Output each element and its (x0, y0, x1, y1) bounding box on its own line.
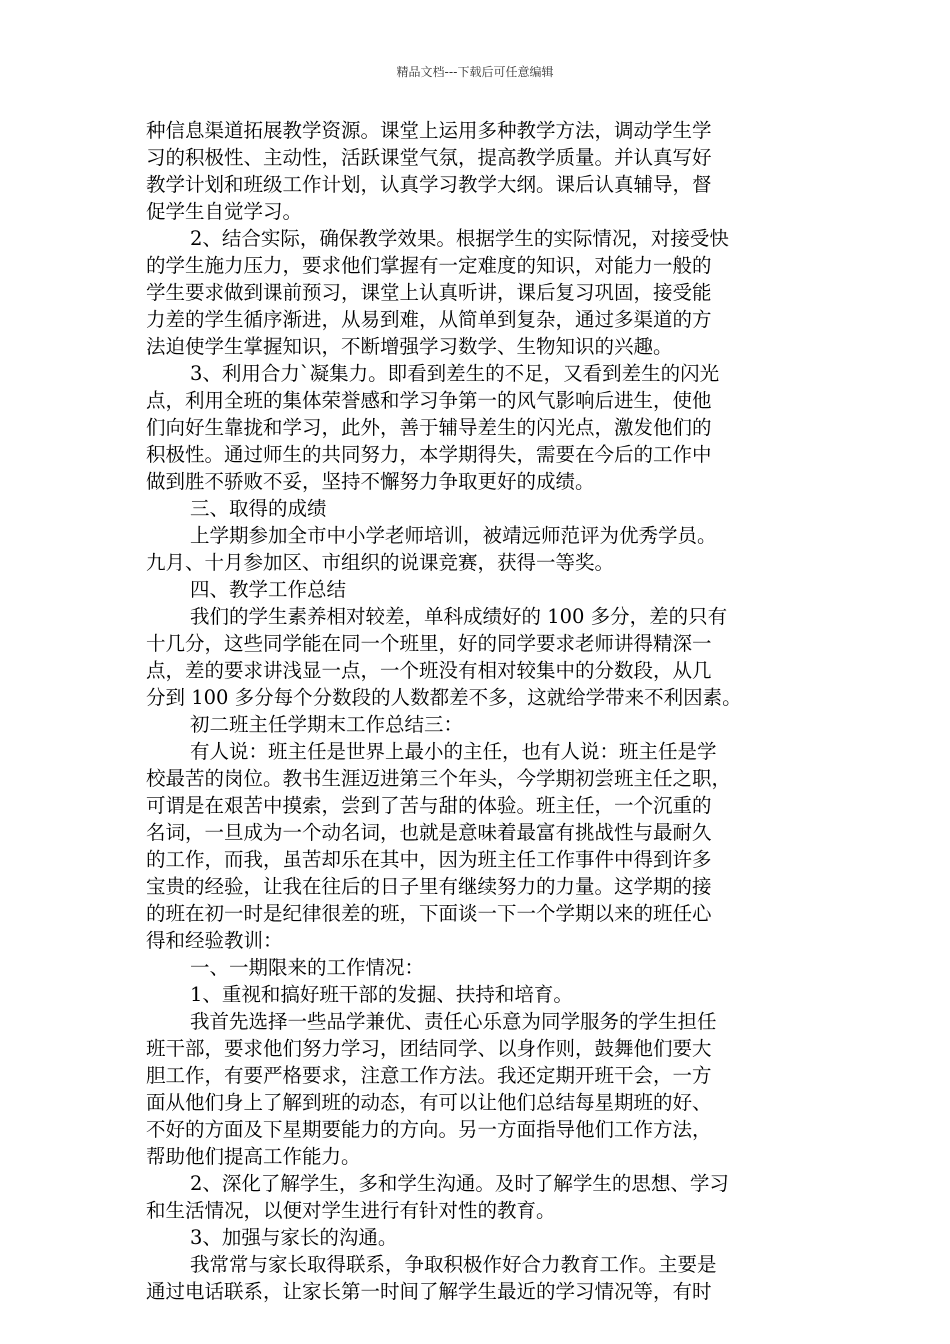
text-line: 习的积极性、主动性，活跃课堂气氛，提高教学质量。并认真写好 (146, 146, 712, 169)
text-line: 1、重视和搞好班干部的发掘、扶持和培育。 (190, 983, 573, 1006)
text-line: 做到胜不骄败不妥，坚持不懈努力争取更好的成绩。 (146, 470, 595, 493)
text-line: 的班在初一时是纪律很差的班，下面谈一下一个学期以来的班任心 (146, 902, 712, 925)
text-line: 和生活情况，以便对学生进行有针对性的教育。 (146, 1199, 556, 1222)
text-line: 法迫使学生掌握知识，不断增强学习数学、生物知识的兴趣。 (146, 335, 673, 358)
text-line: 们向好生靠拢和学习，此外，善于辅导差生的闪光点，激发他们的 (146, 416, 712, 439)
text-line: 点，利用全班的集体荣誉感和学习争第一的风气影响后进生，使他 (146, 389, 712, 412)
text-line: 2、结合实际，确保教学效果。根据学生的实际情况，对接受快 (190, 227, 729, 250)
text-line: 面从他们身上了解到班的动态，有可以让他们总结每星期班的好、 (146, 1091, 712, 1114)
text-line: 学生要求做到课前预习，课堂上认真听讲，课后复习巩固，接受能 (146, 281, 712, 304)
text-line: 初二班主任学期末工作总结三： (190, 713, 464, 736)
text-line: 的学生施力压力，要求他们掌握有一定难度的知识，对能力一般的 (146, 254, 712, 277)
text-line: 帮助他们提高工作能力。 (146, 1145, 361, 1168)
text-line: 我们的学生素养相对较差，单科成绩好的 100 多分，差的只有 (190, 605, 728, 628)
text-line: 九月、十月参加区、市组织的说课竞赛，获得一等奖。 (146, 551, 615, 574)
text-line: 得和经验教训： (146, 929, 283, 952)
text-line: 上学期参加全市中小学老师培训，被靖远师范评为优秀学员。 (190, 524, 717, 547)
text-line: 有人说：班主任是世界上最小的主任，也有人说：班主任是学 (190, 740, 717, 763)
text-line: 的工作，而我，虽苦却乐在其中，因为班主任工作事件中得到许多 (146, 848, 712, 871)
text-line: 三、取得的成绩 (190, 497, 327, 520)
page-header: 精品文档---下载后可任意编辑 (396, 65, 554, 79)
text-line: 种信息渠道拓展教学资源。课堂上运用多种教学方法，调动学生学 (146, 119, 712, 142)
text-line: 我常常与家长取得联系，争取积极作好合力教育工作。主要是 (190, 1253, 717, 1276)
text-line: 十几分，这些同学能在同一个班里，好的同学要求老师讲得精深一 (146, 632, 712, 655)
text-line: 四、教学工作总结 (190, 578, 347, 601)
text-line: 不好的方面及下星期要能力的方向。另一方面指导他们工作方法， (146, 1118, 712, 1141)
text-line: 力差的学生循序渐进，从易到难，从简单到复杂，通过多渠道的方 (146, 308, 712, 331)
text-line: 促学生自觉学习。 (146, 200, 303, 223)
text-line: 我首先选择一些品学兼优、责任心乐意为同学服务的学生担任 (190, 1010, 717, 1033)
text-line: 一、一期限来的工作情况： (190, 956, 425, 979)
text-line: 可谓是在艰苦中摸索，尝到了苦与甜的体验。班主任，一个沉重的 (146, 794, 712, 817)
text-line: 点，差的要求讲浅显一点，一个班没有相对较集中的分数段，从几 (146, 659, 712, 682)
text-line: 分到 100 多分每个分数段的人数都差不多，这就给学带来不利因素。 (146, 686, 742, 709)
text-line: 2、深化了解学生，多和学生沟通。及时了解学生的思想、学习 (190, 1172, 729, 1195)
text-line: 教学计划和班级工作计划，认真学习教学大纲。课后认真辅导，督 (146, 173, 712, 196)
text-line: 名词，一旦成为一个动名词，也就是意味着最富有挑战性与最耐久 (146, 821, 712, 844)
document-body (146, 117, 806, 1305)
text-line: 胆工作，有要严格要求，注意工作方法。我还定期开班干会，一方 (146, 1064, 712, 1087)
text-line: 校最苦的岗位。教书生涯迈进第三个年头，今学期初尝班主任之职， (146, 767, 732, 790)
text-line: 宝贵的经验，让我在往后的日子里有继续努力的力量。这学期的接 (146, 875, 712, 898)
text-line: 3、利用合力`凝集力。即看到差生的不足，又看到差生的闪光 (190, 362, 720, 385)
text-line: 积极性。通过师生的共同努力，本学期得失，需要在今后的工作中 (146, 443, 712, 466)
text-line: 通过电话联系，让家长第一时间了解学生最近的学习情况等，有时 (146, 1280, 712, 1303)
text-line: 3、加强与家长的沟通。 (190, 1226, 398, 1249)
text-line: 班干部，要求他们努力学习，团结同学、以身作则，鼓舞他们要大 (146, 1037, 712, 1060)
